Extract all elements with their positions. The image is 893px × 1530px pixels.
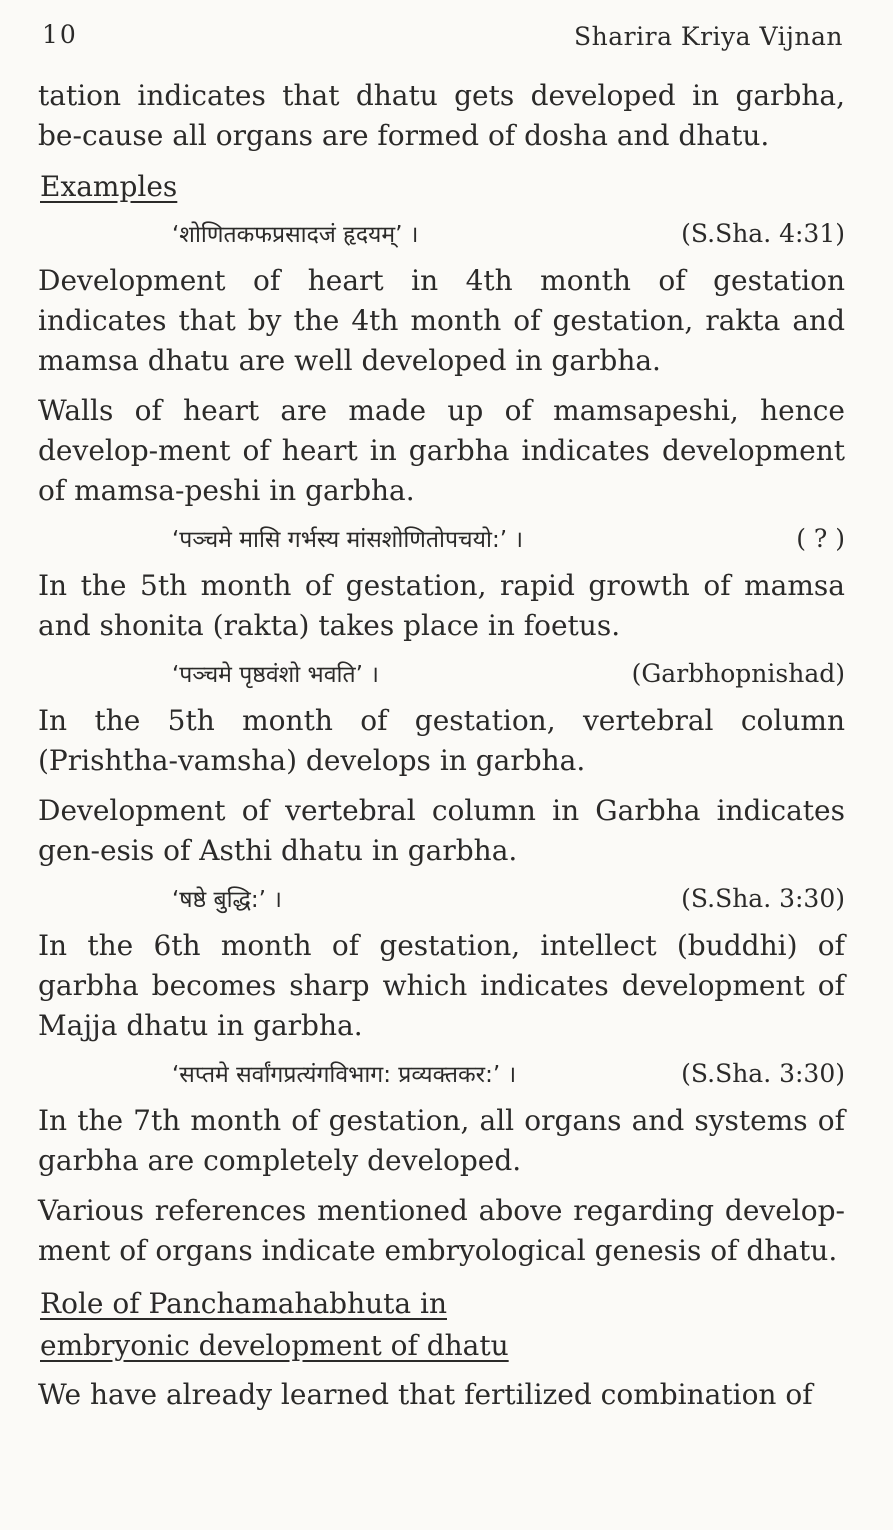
verse-reference: (Garbhopnishad) (631, 659, 845, 688)
sanskrit-verse: ‘सप्तमे सर्वांगप्रत्यंगविभाग: प्रव्यक्तकर:’ । (172, 1062, 517, 1088)
sanskrit-verse: ‘पञ्चमे पृष्ठवंशो भवति’ । (172, 662, 379, 688)
paragraph: Development of vertebral column in Garbha indicates gen-esis of Asthi dhatu in garbha. (38, 794, 845, 867)
paragraph: In the 6th month of gestation, intellect (buddhi) of garbha becomes sharp which indicates development of Majja dhatu in garbha. (38, 929, 845, 1042)
paragraph: We have already learned that fertilized combination of (38, 1378, 813, 1411)
section-heading: Role of Panchamahabhuta in embryonic development of dhatu (40, 1287, 509, 1362)
sanskrit-verse: ‘शोणितकफप्रसादजं हृदयम्’ । (172, 222, 419, 248)
sanskrit-verse: ‘षष्ठे बुद्धि:’ । (172, 887, 283, 913)
verse-reference: (S.Sha. 4:31) (681, 219, 845, 248)
paragraph: tation indicates that dhatu gets developed in garbha, be-cause all organs are formed of dosha and dhatu. (38, 79, 845, 152)
paragraph: In the 5th month of gestation, vertebral column (Prishtha-vamsha) develops in garbha. (38, 704, 845, 777)
verse-reference: (S.Sha. 3:30) (681, 884, 845, 913)
paragraph: Walls of heart are made up of mamsapeshi, hence develop-ment of heart in garbha indicates development of mamsa-peshi in garbha. (38, 394, 845, 507)
paragraph: In the 7th month of gestation, all organs and systems of garbha are completely developed. (38, 1104, 845, 1177)
verse-line (38, 521, 845, 558)
verse-line (38, 1056, 845, 1093)
page-number: 10 (42, 20, 78, 49)
sanskrit-verse: ‘पञ्चमे मासि गर्भस्य मांसशोणितोपचयो:’ । (172, 527, 524, 553)
paragraph: In the 5th month of gestation, rapid growth of mamsa and shonita (rakta) takes place in foetus. (38, 569, 845, 642)
verse-line (38, 881, 845, 918)
running-title: Sharira Kriya Vijnan (574, 22, 843, 51)
verse-reference: ( ? ) (796, 524, 845, 553)
paragraph: Development of heart in 4th month of gestation indicates that by the 4th month of gestation, rakta and mamsa dhatu are well developed in garbha. (38, 264, 845, 377)
verse-line (38, 656, 845, 693)
page-header (38, 20, 845, 76)
verse-line (38, 216, 845, 253)
paragraph: Various references mentioned above regarding develop-ment of organs indicate embryological genesis of dhatu. (38, 1194, 845, 1267)
verse-reference: (S.Sha. 3:30) (681, 1059, 845, 1088)
section-heading: Examples (40, 170, 178, 203)
